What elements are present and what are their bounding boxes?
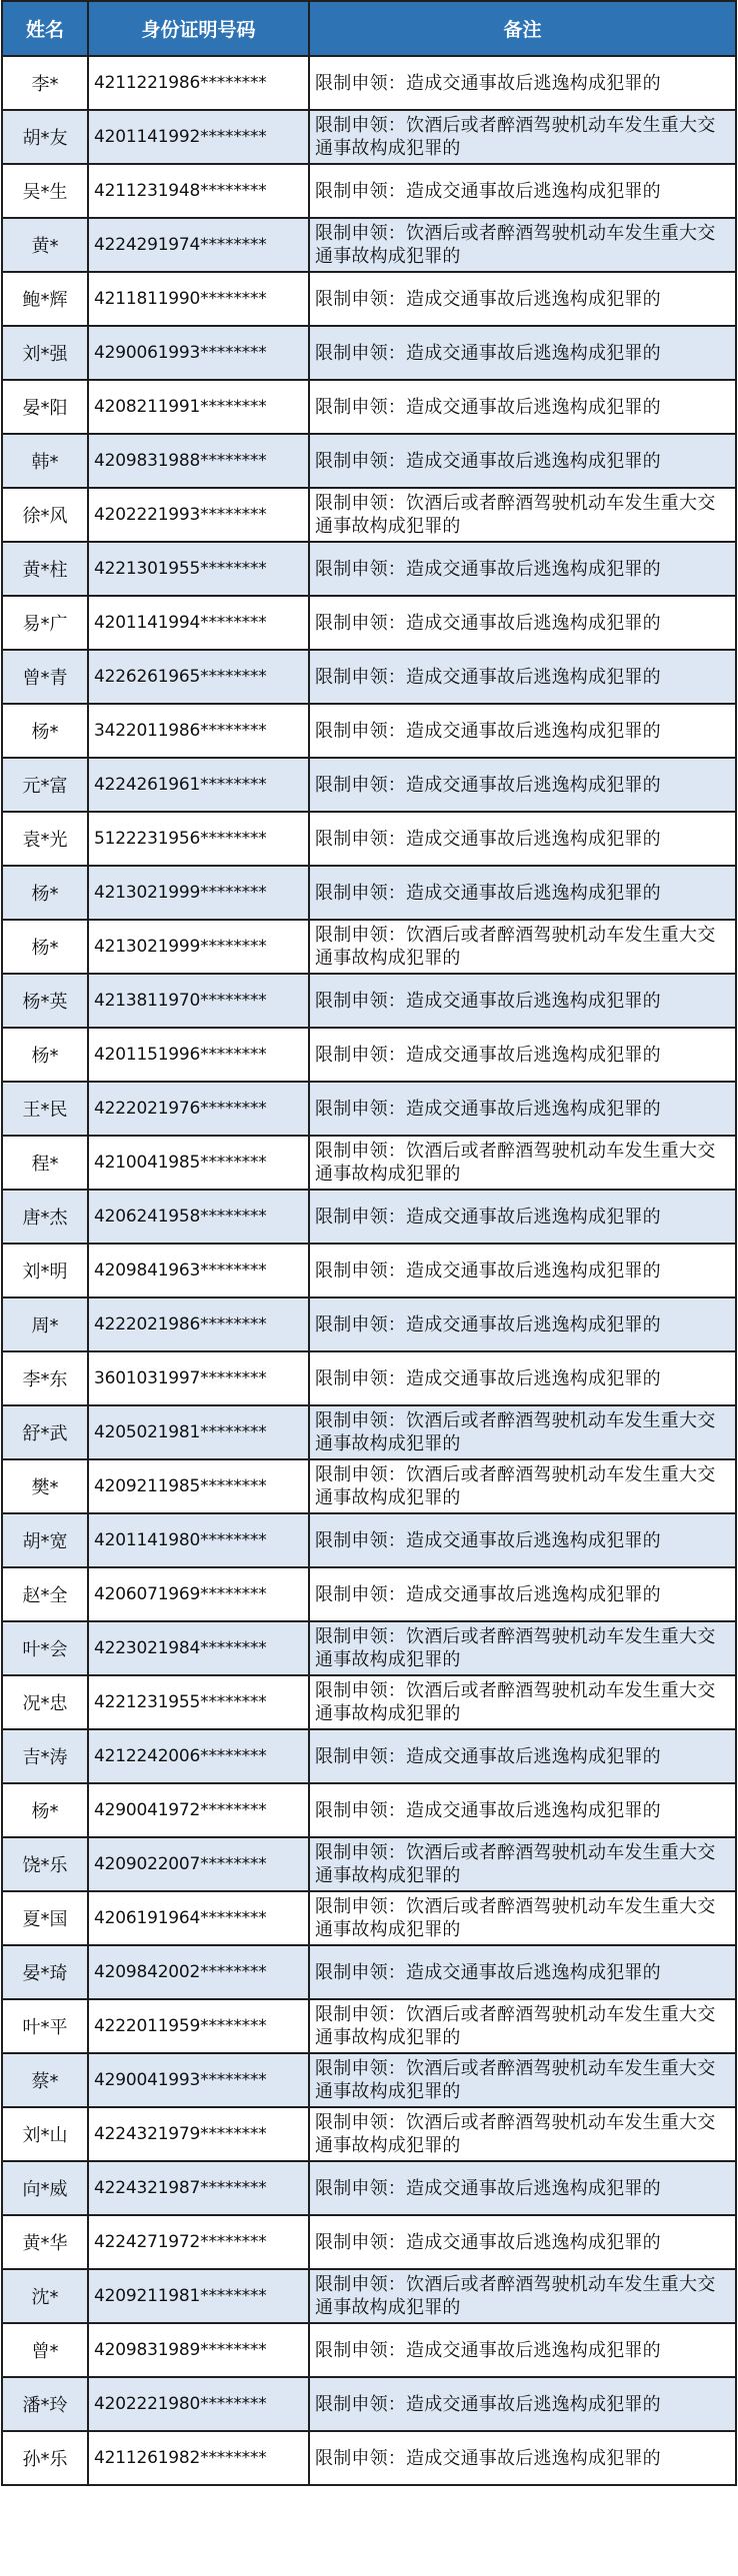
table-row [2,1729,736,1783]
name-cell: 吉*涛 [2,1729,88,1783]
id-number-cell: 4201151996******** [88,1028,309,1082]
table-row [2,1513,736,1567]
id-number-cell: 4223021984******** [88,1621,309,1675]
remarks-cell: 限制申领：造成交通事故后逃逸构成犯罪的 [309,434,736,488]
remarks-cell: 限制申领：造成交通事故后逃逸构成犯罪的 [309,2431,736,2485]
id-number-cell: 4290041993******** [88,2053,309,2107]
name-cell: 易*广 [2,596,88,650]
name-cell: 黄* [2,218,88,272]
remarks-cell: 限制申领：造成交通事故后逃逸构成犯罪的 [309,812,736,866]
id-number-cell: 4213021999******** [88,866,309,920]
remarks-cell: 限制申领：造成交通事故后逃逸构成犯罪的 [309,380,736,434]
table-row [2,974,736,1028]
remarks-cell: 限制申领：造成交通事故后逃逸构成犯罪的 [309,596,736,650]
remarks-cell: 限制申领：饮酒后或者醉酒驾驶机动车发生重大交通事故构成犯罪的 [309,2269,736,2323]
remarks-cell: 限制申领：饮酒后或者醉酒驾驶机动车发生重大交通事故构成犯罪的 [309,218,736,272]
name-cell: 赵*全 [2,1567,88,1621]
table-header-row [2,1,736,56]
remarks-cell: 限制申领：饮酒后或者醉酒驾驶机动车发生重大交通事故构成犯罪的 [309,110,736,164]
name-cell: 晏*琦 [2,1945,88,1999]
header-id-number: 身份证明号码 [88,1,309,56]
name-cell: 王*民 [2,1082,88,1136]
id-number-cell: 4209211985******** [88,1459,309,1513]
id-number-cell: 4201141992******** [88,110,309,164]
remarks-cell: 限制申领：造成交通事故后逃逸构成犯罪的 [309,2323,736,2377]
name-cell: 舒*武 [2,1405,88,1459]
name-cell: 杨* [2,866,88,920]
remarks-cell: 限制申领：造成交通事故后逃逸构成犯罪的 [309,1082,736,1136]
name-cell: 夏*国 [2,1891,88,1945]
remarks-cell: 限制申领：造成交通事故后逃逸构成犯罪的 [309,326,736,380]
table-row [2,2215,736,2269]
name-cell: 况*忠 [2,1675,88,1729]
table-row [2,272,736,326]
name-cell: 程* [2,1136,88,1190]
remarks-cell: 限制申领：造成交通事故后逃逸构成犯罪的 [309,1297,736,1351]
id-number-cell: 4226261965******** [88,650,309,704]
id-number-cell: 4290061993******** [88,326,309,380]
name-cell: 樊* [2,1459,88,1513]
remarks-cell: 限制申领：饮酒后或者醉酒驾驶机动车发生重大交通事故构成犯罪的 [309,1999,736,2053]
name-cell: 黄*华 [2,2215,88,2269]
id-number-cell: 4221231955******** [88,1675,309,1729]
table-row [2,1999,736,2053]
table-row [2,1621,736,1675]
remarks-cell: 限制申领：饮酒后或者醉酒驾驶机动车发生重大交通事故构成犯罪的 [309,1621,736,1675]
table-row [2,1945,736,1999]
remarks-cell: 限制申领：造成交通事故后逃逸构成犯罪的 [309,866,736,920]
name-cell: 蔡* [2,2053,88,2107]
name-cell: 杨* [2,920,88,974]
id-number-cell: 4206071969******** [88,1567,309,1621]
remarks-cell: 限制申领：饮酒后或者醉酒驾驶机动车发生重大交通事故构成犯罪的 [309,920,736,974]
table-row [2,1351,736,1405]
name-cell: 元*富 [2,758,88,812]
id-number-cell: 4209841963******** [88,1244,309,1297]
table-row [2,164,736,218]
name-cell: 刘*明 [2,1244,88,1297]
id-number-cell: 4290041972******** [88,1783,309,1837]
id-number-cell: 4209842002******** [88,1945,309,1999]
name-cell: 徐*风 [2,488,88,542]
table-row [2,434,736,488]
name-cell: 饶*乐 [2,1837,88,1891]
name-cell: 周* [2,1297,88,1351]
header-name: 姓名 [2,1,88,56]
name-cell: 袁*光 [2,812,88,866]
id-number-cell: 4224291974******** [88,218,309,272]
table-row [2,1405,736,1459]
id-number-cell: 4209831988******** [88,434,309,488]
table-row [2,650,736,704]
id-number-cell: 4209831989******** [88,2323,309,2377]
remarks-cell: 限制申领：饮酒后或者醉酒驾驶机动车发生重大交通事故构成犯罪的 [309,2107,736,2161]
table-row [2,1244,736,1297]
restriction-table [1,0,737,2486]
remarks-cell: 限制申领：造成交通事故后逃逸构成犯罪的 [309,1351,736,1405]
remarks-cell: 限制申领：造成交通事故后逃逸构成犯罪的 [309,56,736,110]
table-row [2,1297,736,1351]
id-number-cell: 4213811970******** [88,974,309,1028]
name-cell: 胡*友 [2,110,88,164]
table-row [2,704,736,758]
id-number-cell: 4224321979******** [88,2107,309,2161]
remarks-cell: 限制申领：饮酒后或者醉酒驾驶机动车发生重大交通事故构成犯罪的 [309,1675,736,1729]
remarks-cell: 限制申领：饮酒后或者醉酒驾驶机动车发生重大交通事故构成犯罪的 [309,488,736,542]
id-number-cell: 4209022007******** [88,1837,309,1891]
name-cell: 叶*会 [2,1621,88,1675]
name-cell: 向*威 [2,2161,88,2215]
table-row [2,326,736,380]
remarks-cell: 限制申领：造成交通事故后逃逸构成犯罪的 [309,974,736,1028]
name-cell: 曾*青 [2,650,88,704]
table-body [2,56,736,2485]
remarks-cell: 限制申领：造成交通事故后逃逸构成犯罪的 [309,1190,736,1244]
table-row [2,2107,736,2161]
id-number-cell: 4213021999******** [88,920,309,974]
name-cell: 李*东 [2,1351,88,1405]
remarks-cell: 限制申领：饮酒后或者醉酒驾驶机动车发生重大交通事故构成犯罪的 [309,1891,736,1945]
name-cell: 李* [2,56,88,110]
remarks-cell: 限制申领：造成交通事故后逃逸构成犯罪的 [309,272,736,326]
id-number-cell: 4202221980******** [88,2377,309,2431]
table-row [2,866,736,920]
table-row [2,758,736,812]
name-cell: 刘*山 [2,2107,88,2161]
table-row [2,1675,736,1729]
table-row [2,1190,736,1244]
table-row [2,56,736,110]
remarks-cell: 限制申领：造成交通事故后逃逸构成犯罪的 [309,2377,736,2431]
table-row [2,1891,736,1945]
name-cell: 吴*生 [2,164,88,218]
id-number-cell: 3422011986******** [88,704,309,758]
remarks-cell: 限制申领：造成交通事故后逃逸构成犯罪的 [309,1028,736,1082]
name-cell: 沈* [2,2269,88,2323]
header-remarks: 备注 [309,1,736,56]
remarks-cell: 限制申领：饮酒后或者醉酒驾驶机动车发生重大交通事故构成犯罪的 [309,1136,736,1190]
name-cell: 曾* [2,2323,88,2377]
table-row [2,110,736,164]
remarks-cell: 限制申领：造成交通事故后逃逸构成犯罪的 [309,1945,736,1999]
table-row [2,380,736,434]
table-row [2,1136,736,1190]
name-cell: 孙*乐 [2,2431,88,2485]
remarks-cell: 限制申领：造成交通事故后逃逸构成犯罪的 [309,1729,736,1783]
remarks-cell: 限制申领：造成交通事故后逃逸构成犯罪的 [309,1244,736,1297]
table-row [2,1837,736,1891]
table-row [2,1459,736,1513]
id-number-cell: 4201141980******** [88,1513,309,1567]
id-number-cell: 4222021986******** [88,1297,309,1351]
id-number-cell: 4224271972******** [88,2215,309,2269]
id-number-cell: 4224321987******** [88,2161,309,2215]
remarks-cell: 限制申领：造成交通事故后逃逸构成犯罪的 [309,2215,736,2269]
id-number-cell: 3601031997******** [88,1351,309,1405]
id-number-cell: 4222021976******** [88,1082,309,1136]
remarks-cell: 限制申领：饮酒后或者醉酒驾驶机动车发生重大交通事故构成犯罪的 [309,1405,736,1459]
table-row [2,920,736,974]
remarks-cell: 限制申领：造成交通事故后逃逸构成犯罪的 [309,164,736,218]
id-number-cell: 4211221986******** [88,56,309,110]
remarks-cell: 限制申领：造成交通事故后逃逸构成犯罪的 [309,704,736,758]
name-cell: 叶*平 [2,1999,88,2053]
id-number-cell: 4208211991******** [88,380,309,434]
name-cell: 杨*英 [2,974,88,1028]
id-number-cell: 4211261982******** [88,2431,309,2485]
id-number-cell: 4201141994******** [88,596,309,650]
remarks-cell: 限制申领：饮酒后或者醉酒驾驶机动车发生重大交通事故构成犯罪的 [309,2053,736,2107]
id-number-cell: 4209211981******** [88,2269,309,2323]
remarks-cell: 限制申领：造成交通事故后逃逸构成犯罪的 [309,1513,736,1567]
name-cell: 杨* [2,704,88,758]
name-cell: 胡*宽 [2,1513,88,1567]
table-row [2,2377,736,2431]
remarks-cell: 限制申领：造成交通事故后逃逸构成犯罪的 [309,2161,736,2215]
id-number-cell: 4206191964******** [88,1891,309,1945]
name-cell: 黄*柱 [2,542,88,596]
table-row [2,2431,736,2485]
remarks-cell: 限制申领：造成交通事故后逃逸构成犯罪的 [309,542,736,596]
remarks-cell: 限制申领：造成交通事故后逃逸构成犯罪的 [309,1567,736,1621]
id-number-cell: 4211231948******** [88,164,309,218]
table-row [2,1783,736,1837]
id-number-cell: 4211811990******** [88,272,309,326]
name-cell: 唐*杰 [2,1190,88,1244]
name-cell: 杨* [2,1028,88,1082]
table-row [2,542,736,596]
table-row [2,2323,736,2377]
table-row [2,1028,736,1082]
remarks-cell: 限制申领：饮酒后或者醉酒驾驶机动车发生重大交通事故构成犯罪的 [309,1837,736,1891]
remarks-cell: 限制申领：造成交通事故后逃逸构成犯罪的 [309,1783,736,1837]
remarks-cell: 限制申领：造成交通事故后逃逸构成犯罪的 [309,650,736,704]
remarks-cell: 限制申领：造成交通事故后逃逸构成犯罪的 [309,758,736,812]
table-row [2,1567,736,1621]
id-number-cell: 4206241958******** [88,1190,309,1244]
table-row [2,2269,736,2323]
table-row [2,596,736,650]
name-cell: 潘*玲 [2,2377,88,2431]
name-cell: 鲍*辉 [2,272,88,326]
table-row [2,812,736,866]
table-row [2,488,736,542]
id-number-cell: 4224261961******** [88,758,309,812]
remarks-cell: 限制申领：饮酒后或者醉酒驾驶机动车发生重大交通事故构成犯罪的 [309,1459,736,1513]
name-cell: 晏*阳 [2,380,88,434]
table-row [2,2161,736,2215]
id-number-cell: 4212242006******** [88,1729,309,1783]
id-number-cell: 5122231956******** [88,812,309,866]
name-cell: 刘*强 [2,326,88,380]
table-row [2,1082,736,1136]
table-row [2,2053,736,2107]
id-number-cell: 4221301955******** [88,542,309,596]
id-number-cell: 4202221993******** [88,488,309,542]
id-number-cell: 4222011959******** [88,1999,309,2053]
id-number-cell: 4205021981******** [88,1405,309,1459]
name-cell: 杨* [2,1783,88,1837]
name-cell: 韩* [2,434,88,488]
id-number-cell: 4210041985******** [88,1136,309,1190]
table-row [2,218,736,272]
